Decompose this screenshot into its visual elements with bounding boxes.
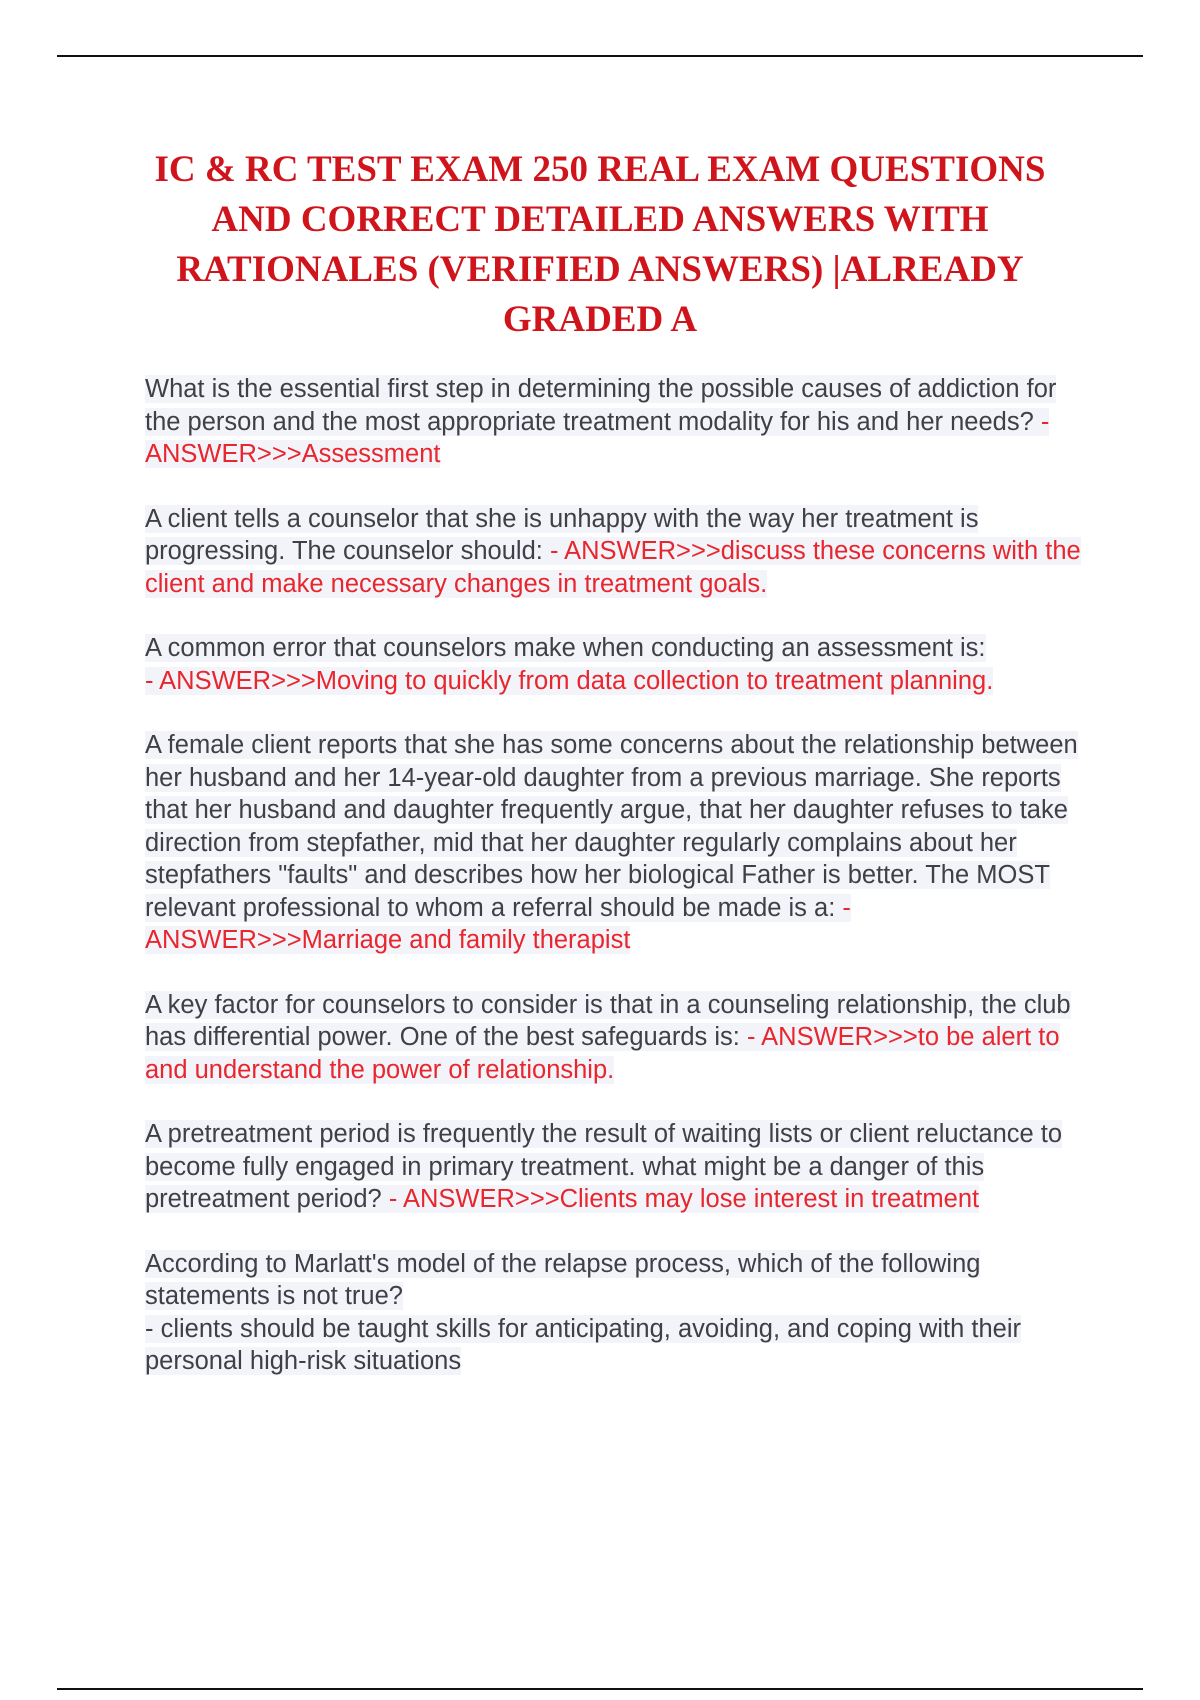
answer-text: - ANSWER>>>Moving to quickly from data collection to treatment planning.	[145, 666, 994, 695]
answer-text: - ANSWER>>>Assessment	[145, 407, 1050, 468]
answer-text: - ANSWER>>>Clients may lose interest in treatment	[388, 1185, 980, 1213]
qa-list	[145, 373, 1090, 1410]
qa-item	[145, 989, 1090, 1087]
question-text: A client tells a counselor that she is unhappy with the way her treatment is progressing. The counselor should:	[145, 504, 979, 565]
question-text: A pretreatment period is frequently the result of waiting lists or client reluctance to become fully engaged in primary treatment. what might be a danger of this pretreatment period?	[145, 1120, 1063, 1213]
qa-item	[145, 729, 1090, 957]
answer-text: - ANSWER>>>discuss these concerns with the client and make necessary changes in treatment goals.	[145, 537, 1081, 598]
top-rule	[57, 55, 1143, 57]
qa-item	[145, 503, 1090, 601]
answer-text: - ANSWER>>>Marriage and family therapist	[145, 893, 851, 954]
question-text: According to Marlatt's model of the relapse process, which of the following statements is not true?	[145, 1249, 981, 1310]
question-text: What is the essential first step in determining the possible causes of addiction for the person and the most appropriate treatment modality for his and her needs?	[145, 375, 1057, 436]
answer-option: - clients should be taught skills for anticipating, avoiding, and coping with their personal high-risk situations	[145, 1314, 1022, 1375]
bottom-rule	[57, 1688, 1143, 1690]
qa-item	[145, 1118, 1090, 1216]
question-text: A key factor for counselors to consider is that in a counseling relationship, the club has differential power. One of the best safeguards is:	[145, 990, 1071, 1051]
question-text: A female client reports that she has some concerns about the relationship between her husband and her 14-year-old daughter from a previous marriage. She reports that her husband and daughter frequently argue, that her daughter refuses to take direction from stepfather, mid that her daughter regularly complains about her stepfathers "faults" and describes how her biological Father is better. The MOST relevant professional to whom a referral should be made is a:	[145, 731, 1078, 922]
answer-text: - ANSWER>>>to be alert to and understand the power of relationship.	[145, 1023, 1060, 1084]
qa-item	[145, 373, 1090, 471]
qa-item	[145, 632, 1090, 697]
document-title: IC & RC TEST EXAM 250 REAL EXAM QUESTIONS AND CORRECT DETAILED ANSWERS WITH RATIONALES (VERIFIED ANSWERS) |ALREADY GRADED A	[154, 149, 1046, 340]
qa-item	[145, 1248, 1090, 1378]
question-text: A common error that counselors make when conducting an assessment is:	[145, 634, 986, 662]
